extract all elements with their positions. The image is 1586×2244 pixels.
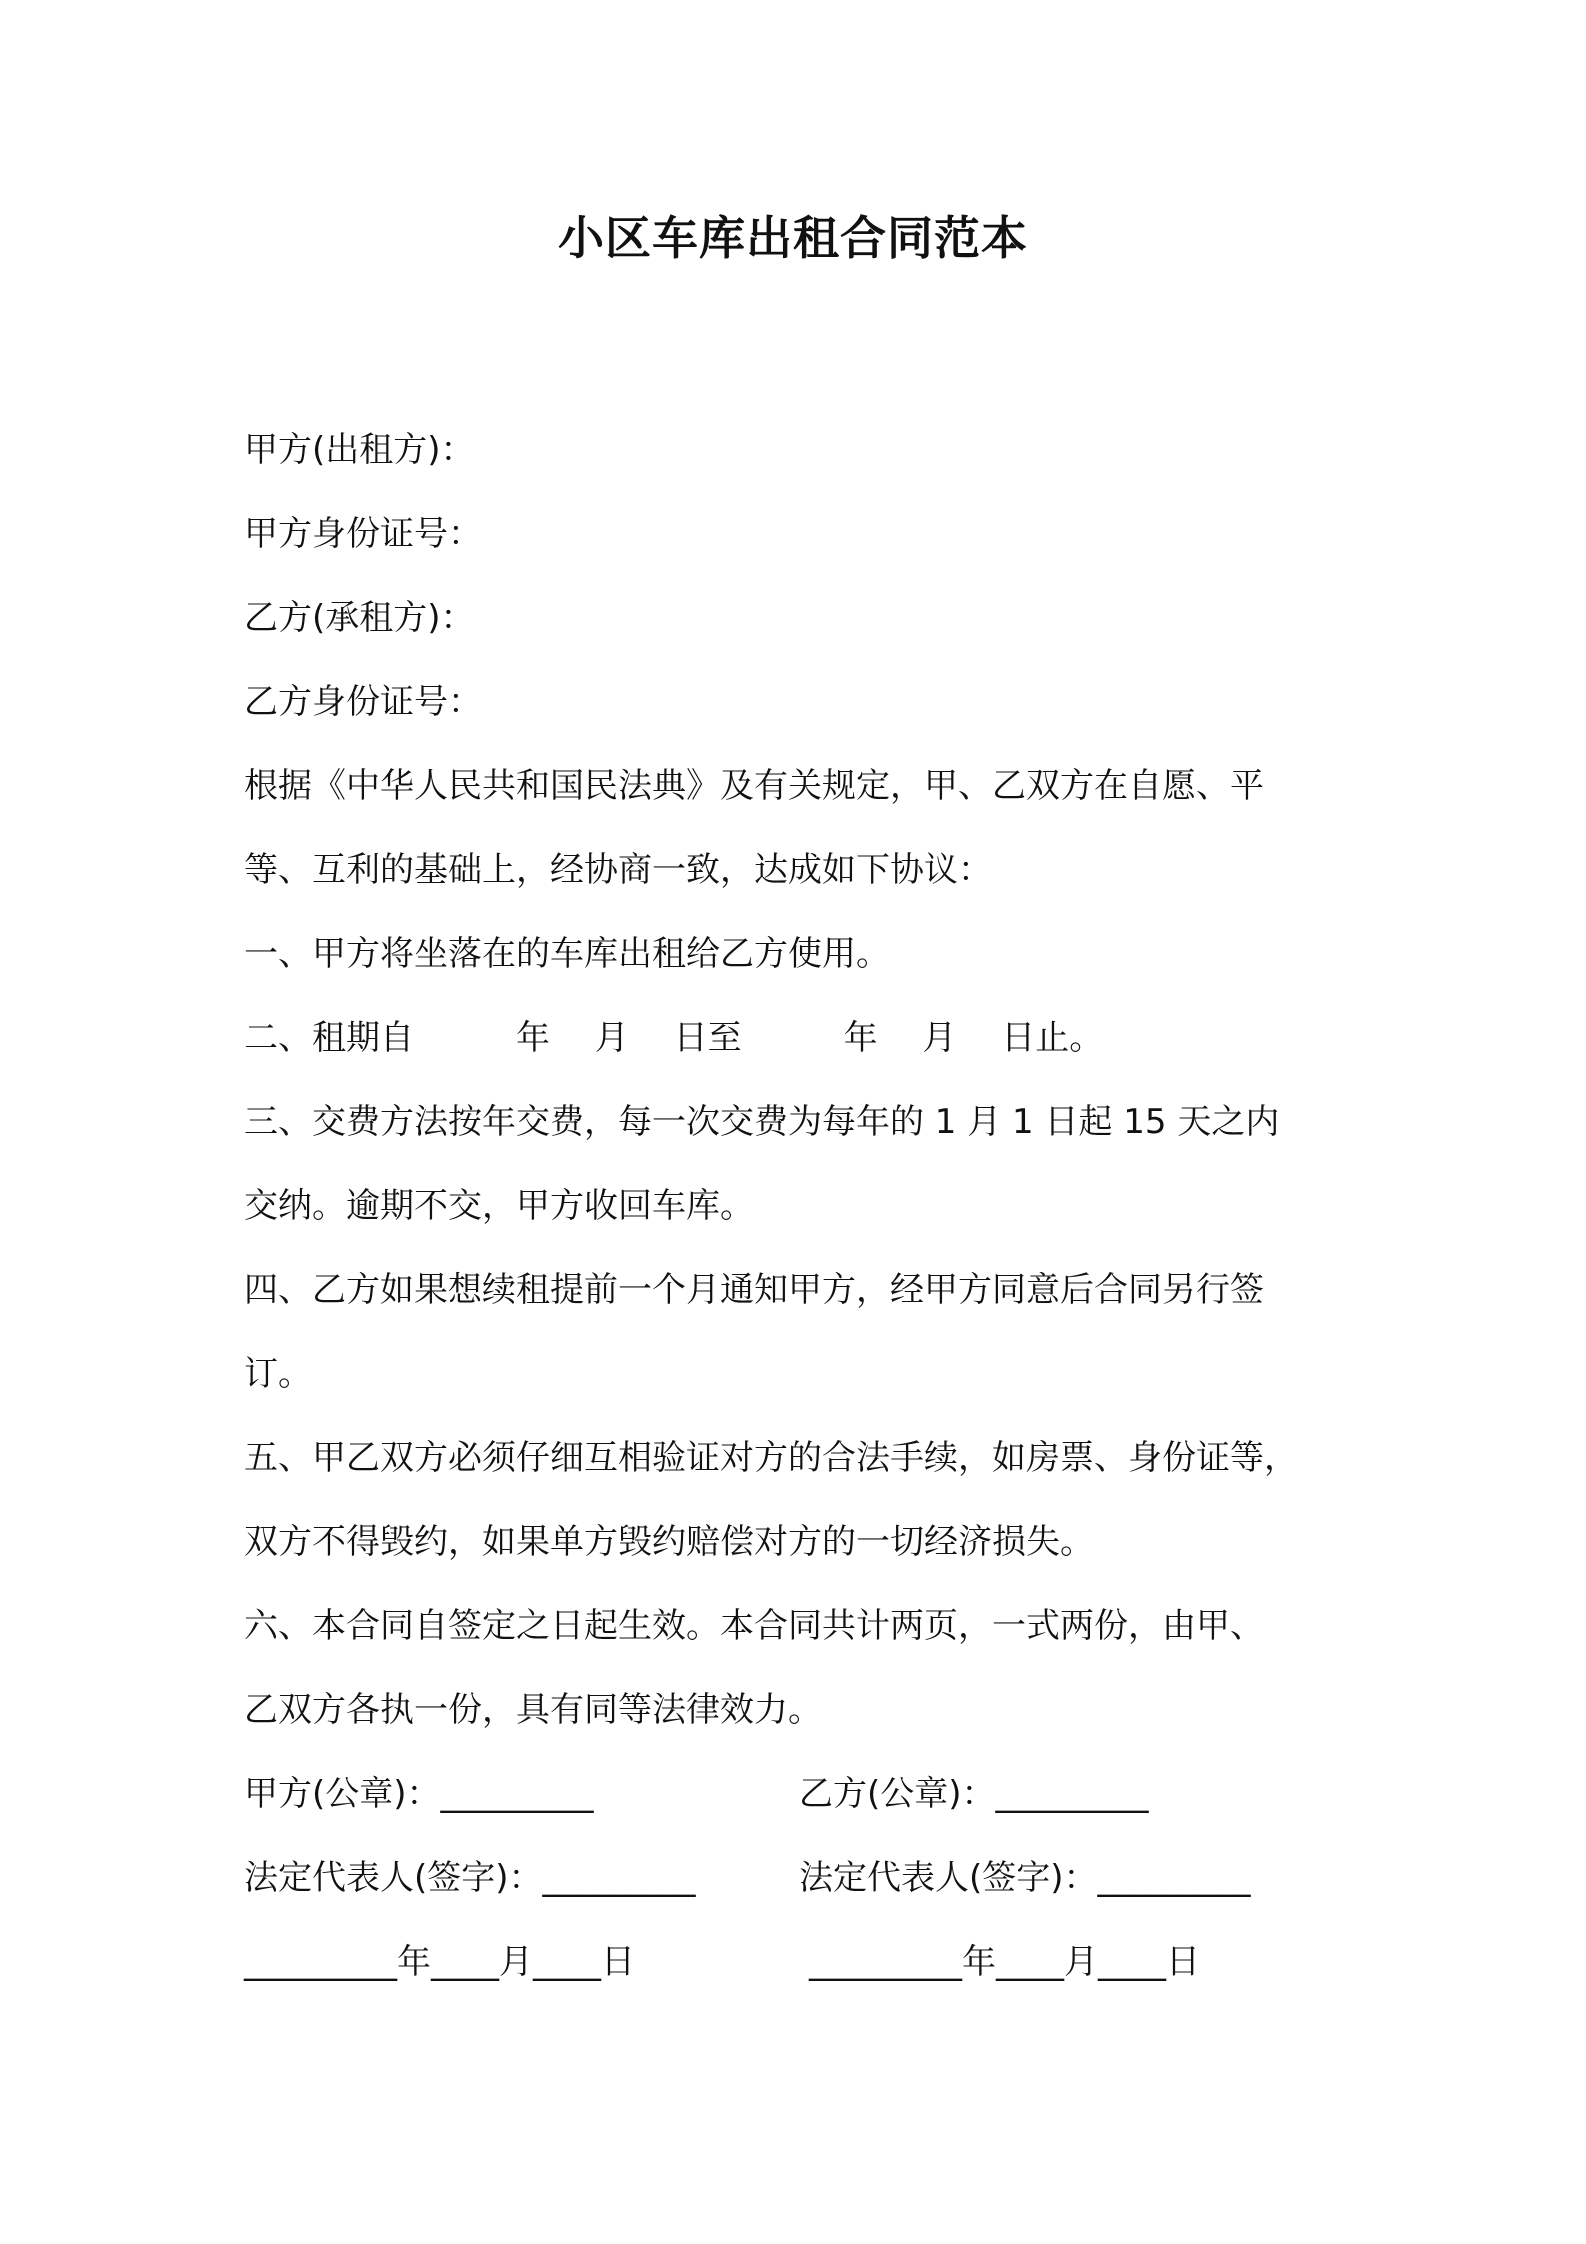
party-b-date: _________年____月____日 [809, 1942, 1200, 1982]
clause-6-line-1: 六、本合同自签定之日起生效。本合同共计两页，一式两份，由甲、 [244, 1606, 1264, 1646]
party-a-date: _________年____月____日 [244, 1942, 635, 1982]
party-b-representative: 法定代表人(签字)：_________ [799, 1858, 1251, 1898]
clause-6-line-2: 乙双方各执一份，具有同等法律效力。 [244, 1690, 822, 1730]
signature-rep-row [244, 1836, 1364, 1920]
field-party-b: 乙方(承租方)： [244, 598, 475, 638]
signature-date-row [244, 1920, 1364, 2004]
clause-5-line-2: 双方不得毁约，如果单方毁约赔偿对方的一切经济损失。 [244, 1522, 1094, 1562]
party-a-representative: 法定代表人(签字)：_________ [244, 1858, 696, 1898]
clause-3-line-2: 交纳。逾期不交，甲方收回车库。 [244, 1186, 754, 1226]
clause-2: 二、租期自 年 月 日至 年 月 日止。 [244, 1018, 1104, 1058]
signature-seal-row [244, 1752, 1364, 1836]
preamble-line-2: 等、互利的基础上，经协商一致，达成如下协议： [244, 850, 992, 890]
clause-4-line-2: 订。 [244, 1354, 312, 1394]
clause-5-line-1: 五、甲乙双方必须仔细互相验证对方的合法手续，如房票、身份证等， [244, 1438, 1298, 1478]
document-title: 小区车库出租合同范本 [558, 211, 1028, 265]
clause-3-line-1: 三、交费方法按年交费，每一次交费为每年的 1 月 1 日起 15 天之内 [244, 1102, 1280, 1142]
field-party-a: 甲方(出租方)： [244, 430, 475, 470]
preamble-line-1: 根据《中华人民共和国民法典》及有关规定，甲、乙双方在自愿、平 [244, 766, 1264, 806]
field-party-b-id: 乙方身份证号： [244, 682, 482, 722]
clause-4-line-1: 四、乙方如果想续租提前一个月通知甲方，经甲方同意后合同另行签 [244, 1270, 1264, 1310]
party-a-seal: 甲方(公章)：_________ [244, 1774, 594, 1814]
contract-body [244, 408, 1364, 2004]
field-party-a-id: 甲方身份证号： [244, 514, 482, 554]
party-b-seal: 乙方(公章)：_________ [799, 1774, 1149, 1814]
clause-1: 一、甲方将坐落在的车库出租给乙方使用。 [244, 934, 890, 974]
